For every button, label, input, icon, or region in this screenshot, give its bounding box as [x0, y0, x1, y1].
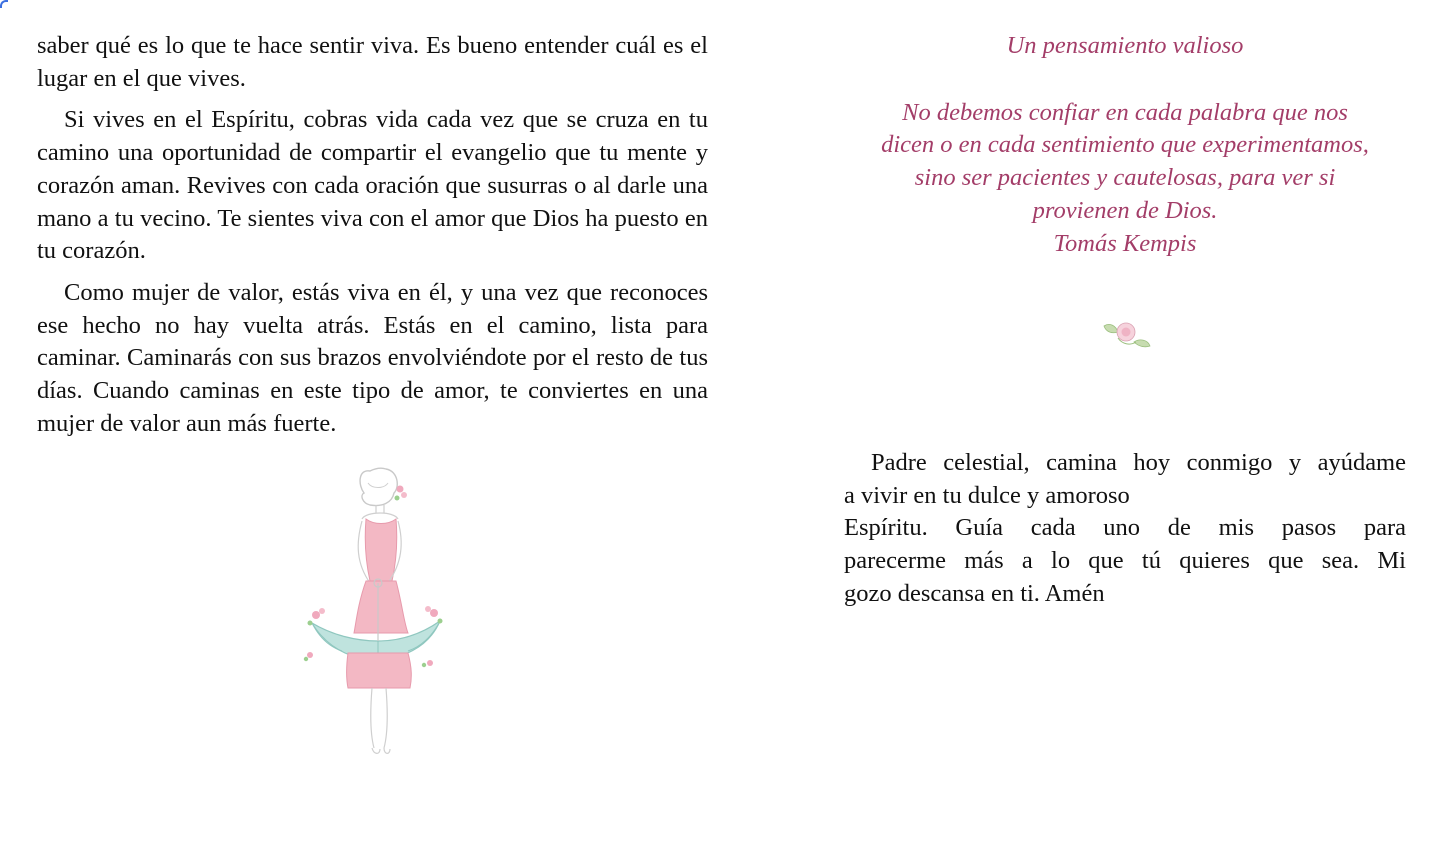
quote-line: dicen o en cada sentimiento que experimentamos, — [881, 131, 1369, 159]
quote-line: sino ser pacientes y cautelosas, para ver si — [914, 164, 1336, 192]
quote-title: Un pensamiento valioso — [1006, 32, 1244, 59]
prayer-line: parecerme más a lo que tú quieres que sea. Mi — [844, 547, 1406, 575]
prayer-line: gozo descansa en ti. Amén — [844, 579, 1105, 607]
right-page — [844, 30, 1406, 260]
window-corner-indicator — [0, 0, 8, 8]
flower-ornament-icon — [1100, 316, 1152, 355]
prayer-line: Espíritu. Guía cada uno de mis pasos para — [844, 514, 1406, 542]
paragraph-1: saber qué es lo que te hace sentir viva. Es bueno entender cuál es el lugar en el que vives. — [37, 32, 708, 92]
prayer-line: a vivir en tu dulce y amoroso — [844, 481, 1130, 509]
prayer-block — [844, 447, 1406, 611]
paragraph-2: Si vives en el Espíritu, cobras vida cada vez que se cruza en tu camino una oportunidad de compartir el evangelio que tu mente y corazón aman. Revives con cada oración que susurras o al darle una mano a tu vecino. Te sientes viva con el amor que Dios ha puesto en tu corazón. — [37, 106, 708, 265]
quote-line: No debemos confiar en cada palabra que nos — [902, 98, 1348, 126]
quote-block — [844, 30, 1406, 260]
quote-line: provienen de Dios. — [1032, 196, 1218, 224]
left-page — [37, 30, 708, 440]
woman-with-umbrella-illustration — [300, 463, 445, 763]
prayer-line: Padre celestial, camina hoy conmigo y ayúdame — [871, 449, 1406, 476]
quote-author: Tomás Kempis — [1053, 229, 1197, 257]
paragraph-3: Como mujer de valor, estás viva en él, y una vez que reconoces ese hecho no hay vuelta atrás. Estás en el camino, lista para caminar. Caminarás con sus brazos envolviéndote por el resto de tus días. Cuando caminas en este tipo de amor, te conviertes en una mujer de valor aun más fuerte. — [37, 278, 708, 437]
